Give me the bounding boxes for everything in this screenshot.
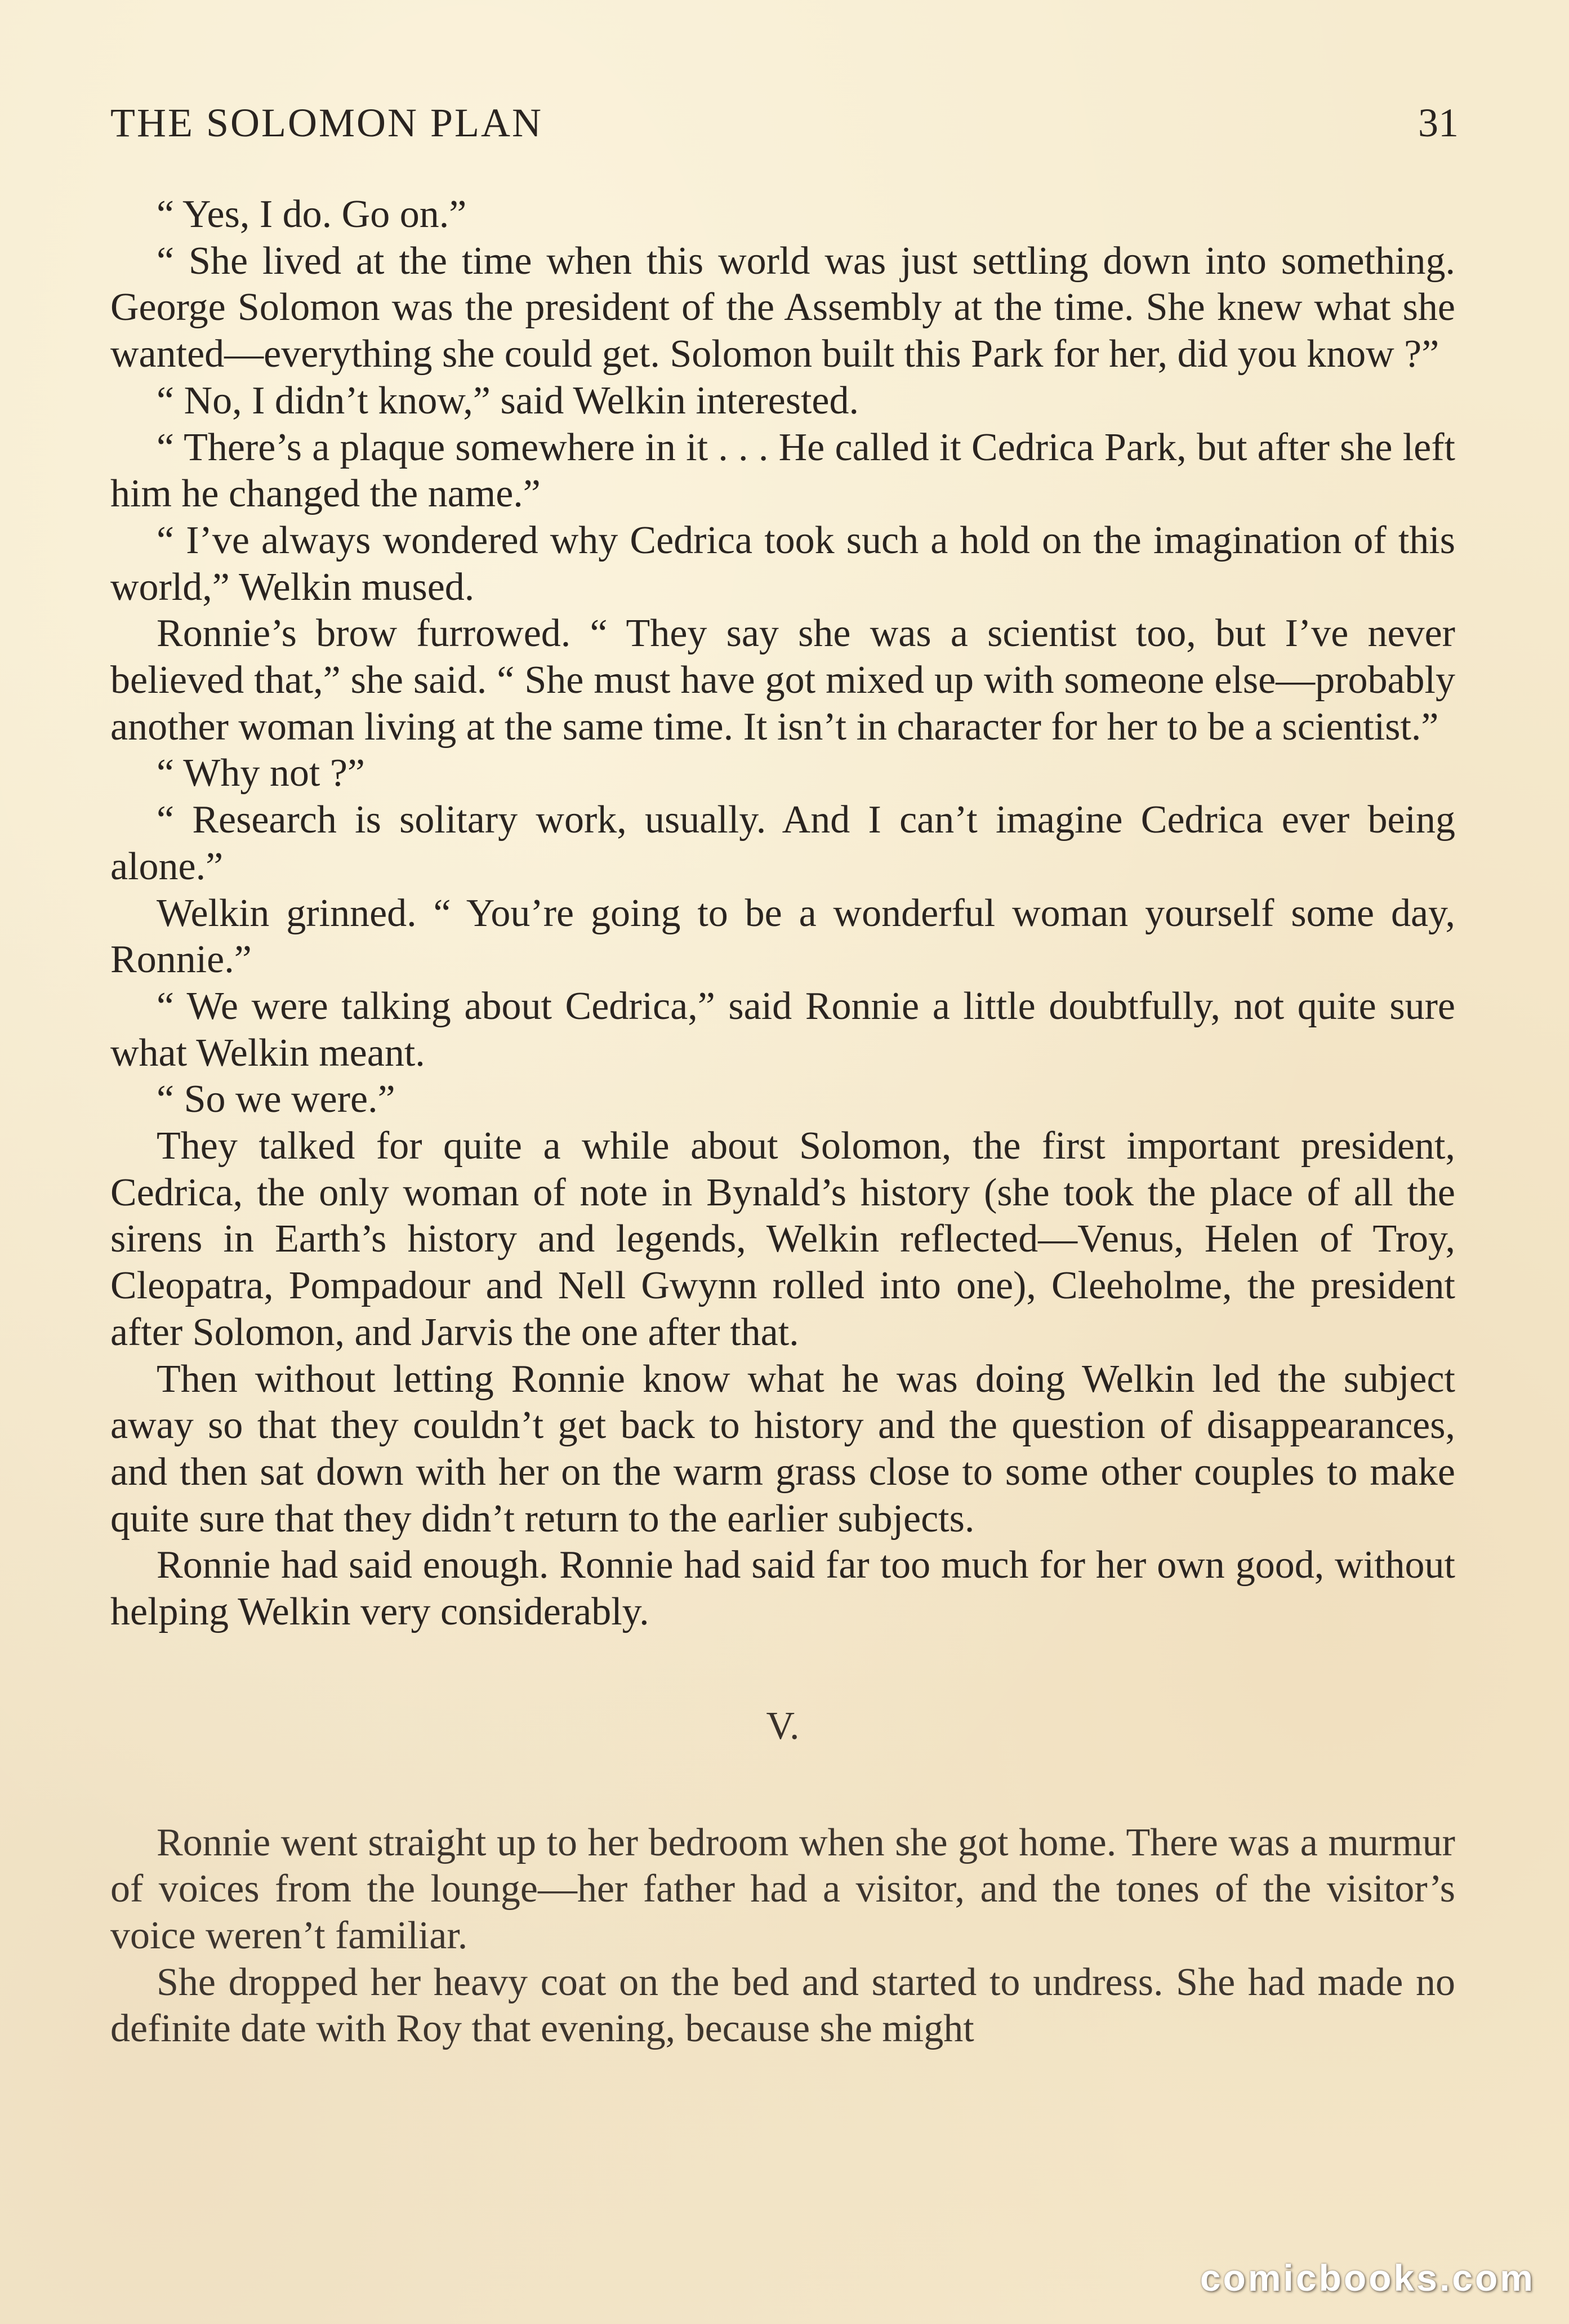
running-title: THE SOLOMON PLAN (110, 100, 543, 145)
section-body (110, 1820, 1455, 2053)
watermark: comicbooks.com (1200, 2257, 1535, 2299)
page-number: 31 (1418, 100, 1459, 145)
paragraph: They talked for quite a while about Solomon, the first important president, Cedrica, the only woman of note in Bynald’s history (she took the place of all the sirens in Earth’s history and legends, Welkin reflected—Venus, Helen of Troy, Cleopatra, Pompadour and Nell Gwynn rolled into one), Cleeholme, the president after Solomon, and Jarvis the one after that. (110, 1124, 1455, 1354)
paragraph: “ Yes, I do. Go on.” (157, 193, 467, 236)
paragraph: “ So we were.” (157, 1078, 395, 1121)
paragraph: “ Why not ?” (157, 751, 365, 795)
body-text (110, 192, 1455, 2053)
paragraph: Ronnie had said enough. Ronnie had said far too much for her own good, without helping Welkin very considerably. (110, 1543, 1455, 1634)
page-header (110, 95, 1459, 151)
paragraph: “ We were talking about Cedrica,” said Ronnie a little doubtfully, not quite sure what Welkin meant. (110, 984, 1455, 1075)
paragraph: “ Research is solitary work, usually. And I can’t imagine Cedrica ever being alone.” (110, 798, 1455, 888)
paragraph: “ No, I didn’t know,” said Welkin interested. (157, 379, 859, 422)
paragraph: Ronnie went straight up to her bedroom when she got home. There was a murmur of voices from the lounge—her father had a visitor, and the tones of the visitor’s voice weren’t familiar. (110, 1820, 1455, 1957)
paragraph: “ She lived at the time when this world was just settling down into something. George Solomon was the president of the Assembly at the time. She knew what she wanted—everything she could get. Solomon built this Park for her, did you know ?” (110, 239, 1455, 376)
paragraph: Welkin grinned. “ You’re going to be a wonderful woman yourself some day, Ronnie.” (110, 891, 1455, 982)
paragraph: “ There’s a plaque somewhere in it . . . He called it Cedrica Park, but after she left him he changed the name.” (110, 425, 1455, 516)
paragraph: Then without letting Ronnie know what he was doing Welkin led the subject away so that they couldn’t get back to history and the question of disappearances, and then sat down with her on the warm grass close to some other couples to make quite sure that they didn’t return to the earlier subjects. (110, 1357, 1455, 1541)
paragraph: Ronnie’s brow furrowed. “ They say she was a scientist too, but I’ve never believed that,” she said. “ She must have got mixed up with someone else—probably another woman living at the same time. It isn’t in character for her to be a scientist.” (110, 612, 1455, 749)
paragraph: “ I’ve always wondered why Cedrica took such a hold on the imagination of this world,” Welkin mused. (110, 518, 1455, 609)
section-heading: V. (766, 1704, 800, 1748)
paragraph: She dropped her heavy coat on the bed and started to undress. She had made no definite date with Roy that evening, because she might (110, 1960, 1455, 2051)
